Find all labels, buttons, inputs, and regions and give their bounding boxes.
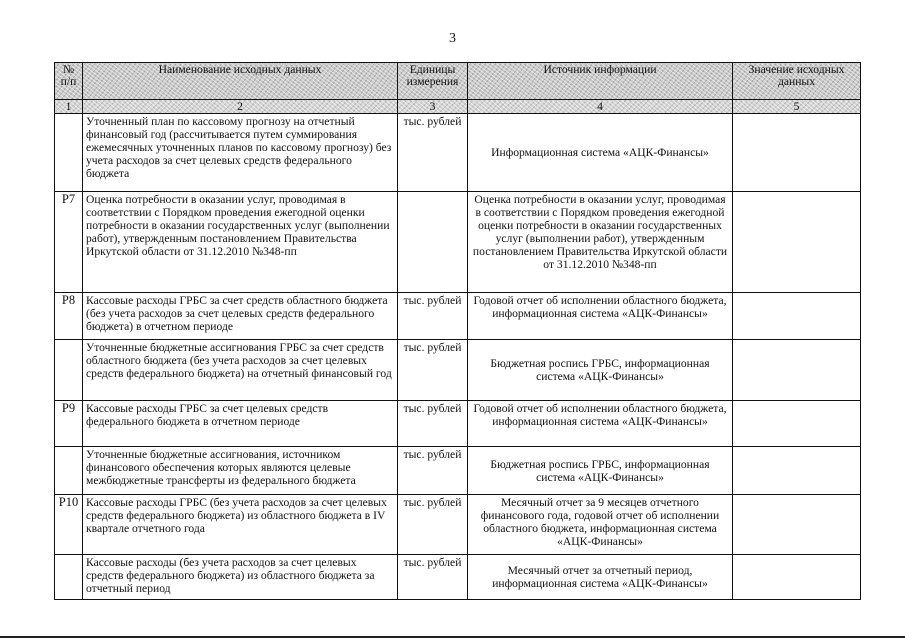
table-row [55,340,861,401]
header-number: № п/п [55,63,83,100]
column-number: 5 [733,100,861,114]
row-source: Годовой отчет об исполнении областного бюджета, информационная система «АЦК-Финансы» [468,401,733,447]
row-code [55,340,83,401]
row-unit [398,192,468,293]
table-row [55,401,861,447]
header-name: Наименование исходных данных [83,63,398,100]
table-header-row [55,63,861,100]
row-name: Уточненный план по кассовому прогнозу на отчетный финансовый год (рассчитывается путем суммирования ежемесячных уточненных планов по кассовому прогнозу) без учета расходов за счет целевых средств федерального бюджета [83,114,398,192]
column-number: 3 [398,100,468,114]
row-unit: тыс. рублей [398,114,468,192]
column-number: 2 [83,100,398,114]
row-code: P7 [55,192,83,293]
row-code: P10 [55,495,83,555]
row-code [55,447,83,495]
row-unit: тыс. рублей [398,340,468,401]
row-value [733,340,861,401]
row-source: Бюджетная роспись ГРБС, информационная система «АЦК-Финансы» [468,340,733,401]
row-code: P8 [55,293,83,340]
row-name: Кассовые расходы ГРБС за счет средств областного бюджета (без учета расходов за счет целевых средств федерального бюджета) в отчетном периоде [83,293,398,340]
row-source: Месячный отчет за отчетный период, информационная система «АЦК-Финансы» [468,555,733,600]
row-code [55,555,83,600]
row-source: Бюджетная роспись ГРБС, информационная система «АЦК-Финансы» [468,447,733,495]
header-unit: Единицы измерения [398,63,468,100]
row-unit: тыс. рублей [398,293,468,340]
table-row [55,495,861,555]
row-value [733,114,861,192]
page-number: 3 [449,31,456,46]
column-number: 4 [468,100,733,114]
header-value: Значение исходных данных [733,63,861,100]
table-row [55,447,861,495]
row-unit: тыс. рублей [398,555,468,600]
row-code [55,114,83,192]
row-name: Кассовые расходы ГРБС (без учета расходов за счет целевых средств федерального бюджета) из областного бюджета в IV квартале отчетного года [83,495,398,555]
column-number: 1 [55,100,83,114]
row-source: Месячный отчет за 9 месяцев отчетного финансового года, годовой отчет об исполнении областного бюджета, информационная система «АЦК-Финансы» [468,495,733,555]
row-unit: тыс. рублей [398,495,468,555]
row-value [733,192,861,293]
row-source: Годовой отчет об исполнении областного бюджета, информационная система «АЦК-Финансы» [468,293,733,340]
row-source: Оценка потребности в оказании услуг, проводимая в соответствии с Порядком проведения ежегодной оценки потребности в оказании государственных услуг (выполнении работ), утвержденным постановлением Правительства Иркутской области от 31.12.2010 №348-пп [468,192,733,293]
table-row [55,555,861,600]
table-row [55,114,861,192]
row-value [733,495,861,555]
row-name: Кассовые расходы ГРБС за счет целевых средств федерального бюджета в отчетном периоде [83,401,398,447]
header-source: Источник информации [468,63,733,100]
table-row [55,192,861,293]
row-value [733,555,861,600]
row-code: P9 [55,401,83,447]
row-name: Уточненные бюджетные ассигнования, источником финансового обеспечения которых являются целевые межбюджетные трансферты из федерального бюджета [83,447,398,495]
table-row [55,293,861,340]
row-unit: тыс. рублей [398,401,468,447]
row-value [733,447,861,495]
row-name: Оценка потребности в оказании услуг, проводимая в соответствии с Порядком проведения ежегодной оценки потребности в оказании государственных услуг (выполнении работ), утвержденным постановлением Правительства Иркутской области от 31.12.2010 №348-пп [83,192,398,293]
row-value [733,293,861,340]
row-unit: тыс. рублей [398,447,468,495]
column-number-row [55,100,861,114]
source-data-table [54,62,861,600]
row-value [733,401,861,447]
row-name: Уточненные бюджетные ассигнования ГРБС за счет средств областного бюджета (без учета расходов за счет целевых средств федерального бюджета) на отчетный финансовый год [83,340,398,401]
row-name: Кассовые расходы (без учета расходов за счет целевых средств федерального бюджета) из областного бюджета за отчетный период [83,555,398,600]
page-edge-line [0,636,905,638]
row-source: Информационная система «АЦК-Финансы» [468,114,733,192]
